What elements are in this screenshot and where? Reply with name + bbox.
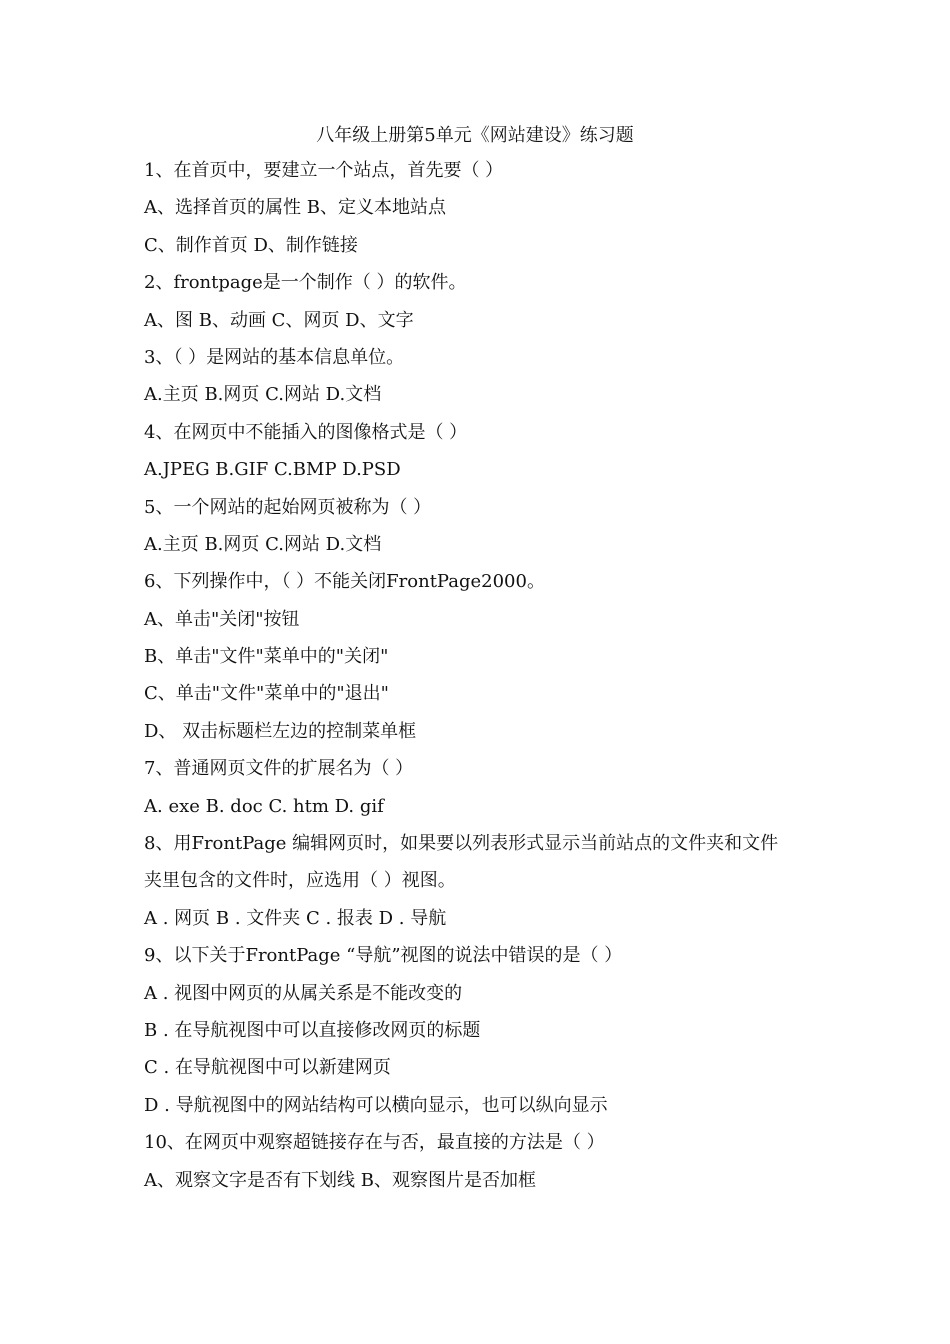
option-line: A . 视图中网页的从属关系是不能改变的 xyxy=(144,982,463,1004)
question-line: 2、frontpage是一个制作（ ）的软件。 xyxy=(144,272,467,294)
option-line: A、观察文字是否有下划线 B、观察图片是否加框 xyxy=(144,1169,536,1191)
option-line: D、 双击标题栏左边的控制菜单框 xyxy=(144,720,417,742)
option-line: A. exe B. doc C. htm D. gif xyxy=(144,795,384,817)
option-line: B . 在导航视图中可以直接修改网页的标题 xyxy=(144,1019,481,1041)
option-line: A . 网页 B . 文件夹 C . 报表 D . 导航 xyxy=(144,907,447,929)
question-line: 7、普通网页文件的扩展名为（ ） xyxy=(144,758,414,780)
question-list xyxy=(144,157,824,1204)
question-line: 8、用FrontPage 编辑网页时，如果要以列表形式显示当前站点的文件夹和文件 xyxy=(144,833,779,855)
option-line: C . 在导航视图中可以新建网页 xyxy=(144,1057,391,1079)
option-line: A.主页 B.网页 C.网站 D.文档 xyxy=(144,533,382,555)
question-line: 4、在网页中不能插入的图像格式是（ ） xyxy=(144,421,468,443)
option-line: C、制作首页 D、制作链接 xyxy=(144,234,358,256)
question-line: 3、（ ）是网站的基本信息单位。 xyxy=(144,346,405,368)
question-line: 6、下列操作中，（ ）不能关闭FrontPage2000。 xyxy=(144,571,545,593)
option-line: A、图 B、动画 C、网页 D、文字 xyxy=(144,309,414,331)
option-line: B、单击"文件"菜单中的"关闭" xyxy=(144,646,389,668)
question-line: 9、以下关于FrontPage “导航”视图的说法中错误的是（ ） xyxy=(144,945,623,967)
option-line: A.JPEG B.GIF C.BMP D.PSD xyxy=(144,459,401,481)
question-line: 10、在网页中观察超链接存在与否，最直接的方法是（ ） xyxy=(144,1132,605,1154)
option-line: C、单击"文件"菜单中的"退出" xyxy=(144,683,389,705)
option-line: D . 导航视图中的网站结构可以横向显示，也可以纵向显示 xyxy=(144,1094,608,1116)
option-line: A、单击"关闭"按钮 xyxy=(144,608,300,630)
option-line: A.主页 B.网页 C.网站 D.文档 xyxy=(144,384,382,406)
document-title: 八年级上册第5单元《网站建设》练习题 xyxy=(316,125,634,146)
question-line-continued: 夹里包含的文件时，应选用（ ）视图。 xyxy=(144,870,456,892)
question-line: 1、在首页中，要建立一个站点，首先要（ ） xyxy=(144,160,504,181)
option-line: A、选择首页的属性 B、定义本地站点 xyxy=(144,197,446,219)
question-line: 5、一个网站的起始网页被称为（ ） xyxy=(144,496,432,518)
